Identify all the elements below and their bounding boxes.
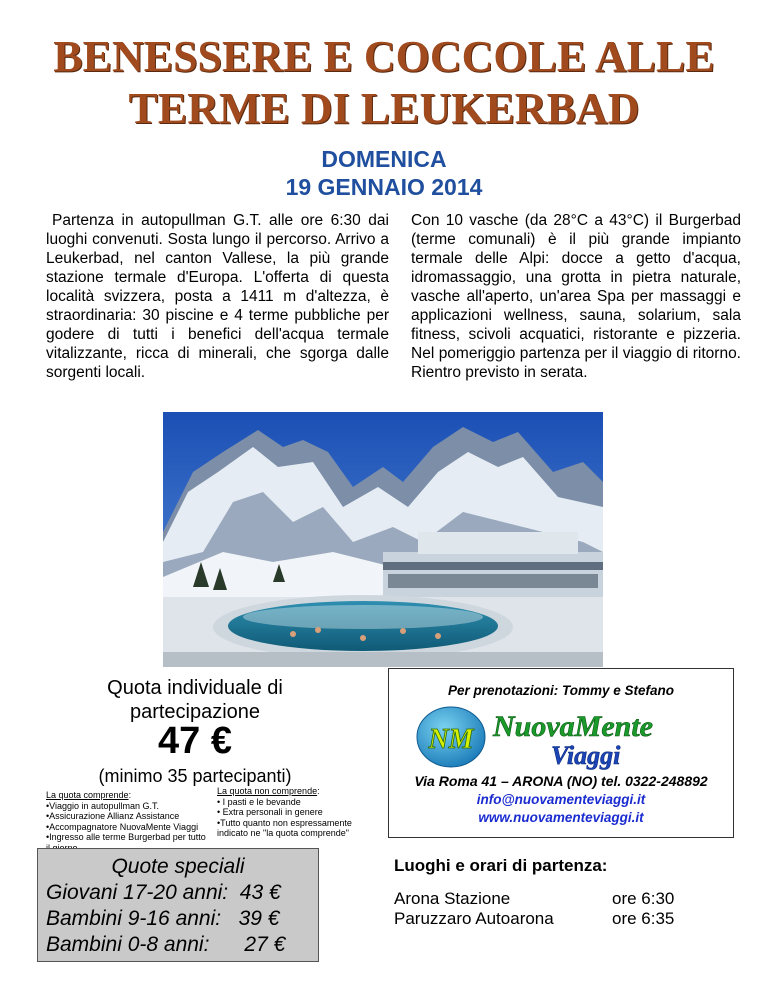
includes-item: •Assicurazione Allianz Assistance <box>46 811 180 821</box>
special-price-row: Bambini 0-8 anni: 27 € <box>46 933 286 956</box>
departure-time: ore 6:35 <box>612 909 675 928</box>
booking-contact-box <box>388 668 734 838</box>
special-price-row: Giovani 17-20 anni: 43 € <box>46 881 281 904</box>
price-heading-line-2: partecipazione <box>129 701 261 723</box>
intro-left-text: Partenza in autopullman G.T. alle ore 6:30 dai luoghi convenuti. Sosta lungo il percorso. Arrivo a Leukerbad, nel canton Vallese, la più grande stazione termale d'Europa. L'offerta di questa località svizzera, posta a 1411 m d'altezza, è straordinaria: 30 piscine e 4 terme pubbliche per godere di tutti i benefici dell'acqua termale vitalizzante, ricca di minerali, che sgorga dalle sorgenti locali. <box>46 212 389 381</box>
agency-website[interactable]: www.nuovamenteviaggi.it <box>478 810 644 825</box>
logo-word-1: NuovaMente <box>493 710 653 743</box>
excludes-title: La quota non comprende: <box>217 786 320 796</box>
includes-item: •Accompagnatore NuovaMente Viaggi <box>46 821 199 832</box>
departure-place: Paruzzaro Autoarona <box>394 909 554 928</box>
poster-title-line-2: TERME DI LEUKERBAD <box>128 84 640 133</box>
includes-list <box>46 790 211 853</box>
includes-item: •Ingresso alle terme Burgerbad per tutto <box>46 832 206 842</box>
event-date: 19 GENNAIO 2014 <box>285 174 483 200</box>
excludes-list <box>217 786 362 839</box>
event-day: DOMENICA <box>321 146 447 172</box>
logo-word-2: Viaggi <box>551 741 621 770</box>
price-heading-line-1: Quota individuale di <box>107 677 283 699</box>
poster-title-line-1: BENESSERE E COCCOLE ALLE <box>53 32 715 81</box>
excludes-item: • I pasti e le bevande <box>217 796 301 807</box>
includes-title: La quota comprende: <box>46 790 132 800</box>
special-prices-box <box>37 848 319 962</box>
agency-email[interactable]: info@nuovamenteviaggi.it <box>476 792 646 807</box>
logo-mark-text: NM <box>428 724 474 755</box>
excludes-item: •Tutto quanto non espressamente indicato ne "la quota comprende" <box>217 817 352 838</box>
special-price-row: Bambini 9-16 anni: 39 € <box>46 907 280 930</box>
departure-time: ore 6:30 <box>612 889 675 908</box>
booking-contact-title: Per prenotazioni: Tommy e Stefano <box>447 683 675 698</box>
excludes-item: • Extra personali in genere <box>217 807 323 817</box>
price-amount: 47 € <box>158 720 232 762</box>
special-prices-title: Quote speciali <box>111 855 245 878</box>
minimum-participants: (minimo 35 partecipanti) <box>98 766 292 786</box>
departures-title: Luoghi e orari di partenza: <box>394 856 608 875</box>
includes-item: •Viaggio in autopullman G.T. <box>46 800 160 811</box>
nuovamente-viaggi-logo <box>403 704 719 770</box>
agency-address: Via Roma 41 – ARONA (NO) tel. 0322-248892 <box>414 773 708 789</box>
intro-right-text: Con 10 vasche (da 28°C a 43°C) il Burgerbad (terme comunali) è il più grande impianto termale delle Alpi: docce a getto d'acqua, idromassaggio, una grotta in pietra naturale, vasche all'aperto, un'area Spa per massaggi e applicazioni wellness, sauna, solarium, sala fitness, scivoli acquatici, ristorante e pizzeria. Nel pomeriggio partenza per il viaggio di ritorno. Rientro previsto in serata. <box>411 212 741 381</box>
leukerbad-thermal-photo <box>163 412 603 667</box>
departure-place: Arona Stazione <box>394 889 511 908</box>
